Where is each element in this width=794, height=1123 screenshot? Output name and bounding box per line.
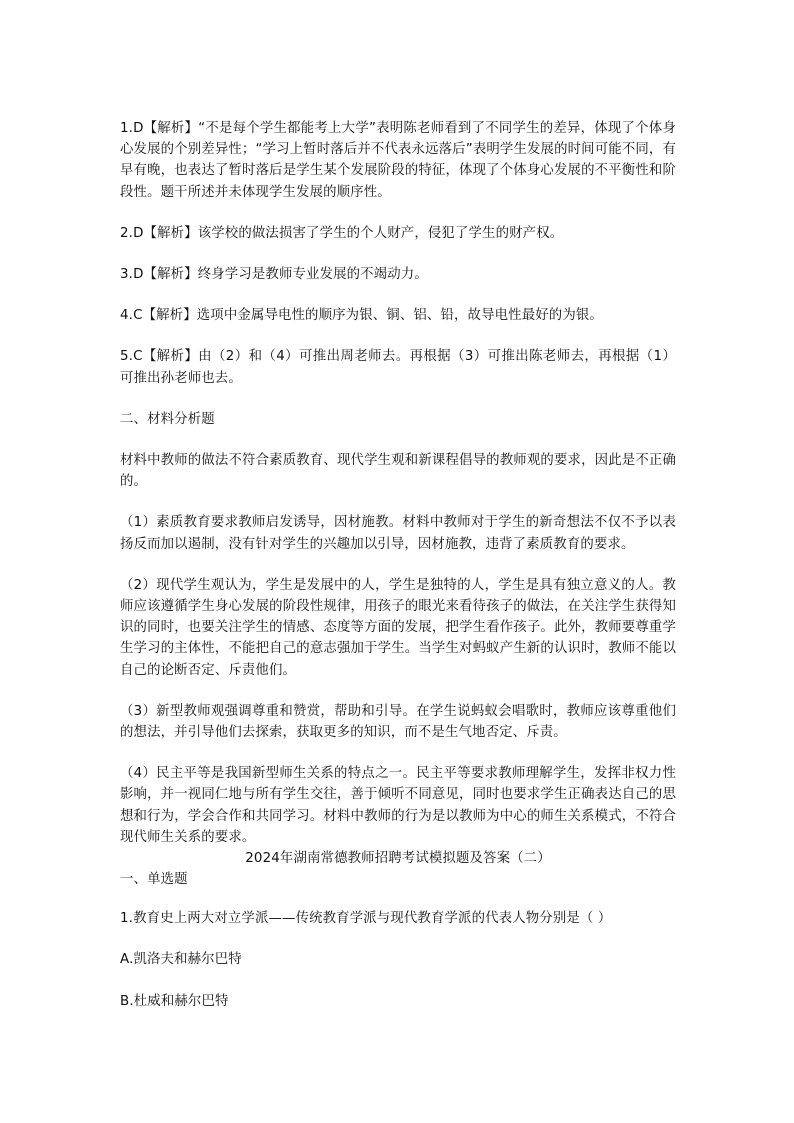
answer-2-explanation: 2.D【解析】该学校的做法损害了学生的个人财产，侵犯了学生的财产权。 bbox=[120, 225, 564, 241]
material-analysis-point-3: （3）新型教师观强调尊重和赞赏，帮助和引导。在学生说蚂蚁会唱歌时，教师应该尊重他们的想法，并引导他们去探索，获取更多的知识，而不是生气地否定、斥责。 bbox=[120, 703, 676, 741]
material-analysis-point-4: （4）民主平等是我国新型师生关系的特点之一。民主平等要求教师理解学生，发挥非权力性影响，并一视同仁地与所有学生交往，善于倾听不同意见，同时也要求学生正确表达自己的思想和行为，学会合作和共同学习。材料中教师的行为是以教师为中心的师生关系模式，不符合现代师生关系的要求。 bbox=[120, 766, 676, 845]
answer-1-explanation: 1.D【解析】“不是每个学生都能考上大学”表明陈老师看到了不同学生的差异，体现了个体身心发展的个别差异性；“学习上暂时落后并不代表永远落后”表明学生发展的时间可能不同，有早有晚，也表达了暂时落后是学生某个发展阶段的特征，体现了个体身心发展的不平衡性和阶段性。题干所述并未体现学生发展的顺序性。 bbox=[120, 121, 676, 200]
question-1-option-a: A.凯洛夫和赫尔巴特 bbox=[120, 952, 242, 968]
document-body bbox=[120, 118, 676, 1032]
section-heading-single-choice: 一、单选题 bbox=[120, 872, 188, 888]
answer-3-explanation: 3.D【解析】终身学习是教师专业发展的不竭动力。 bbox=[120, 267, 428, 283]
question-1-option-b: B.杜威和赫尔巴特 bbox=[120, 993, 229, 1009]
section-heading-material-analysis: 二、材料分析题 bbox=[120, 411, 215, 427]
question-1: 1.教育史上两大对立学派——传统教育学派与现代教育学派的代表人物分别是（ ） bbox=[120, 911, 612, 927]
material-analysis-intro: 材料中教师的做法不符合素质教育、现代学生观和新课程倡导的教师观的要求，因此是不正确的。 bbox=[120, 453, 676, 490]
answer-5-explanation: 5.C【解析】由（2）和（4）可推出周老师去。再根据（3）可推出陈老师去，再根据（1）可推出孙老师也去。 bbox=[120, 349, 676, 386]
answer-4-explanation: 4.C【解析】选项中金属导电性的顺序为银、铜、铝、铅，故导电性最好的为银。 bbox=[120, 308, 603, 324]
material-analysis-point-1: （1）素质教育要求教师启发诱导，因材施教。材料中教师对于学生的新奇想法不仅不予以表扬反而加以遏制，没有针对学生的兴趣加以引导，因材施教，违背了素质教育的要求。 bbox=[120, 515, 676, 552]
document-title: 2024年湖南常德教师招聘考试模拟题及答案（二） bbox=[245, 851, 551, 867]
material-analysis-point-2: （2）现代学生观认为，学生是发展中的人，学生是独特的人，学生是具有独立意义的人。教师应该遵循学生身心发展的阶段性规律，用孩子的眼光来看待孩子的做法，在关注学生获得知识的同时，也要关注学生的情感、态度等方面的发展，把学生看作孩子。此外，教师要尊重学生学习的主体性，不能把自己的意志强加于学生。当学生对蚂蚁产生新的认识时，教师不能以自己的论断否定、斥责他们。 bbox=[120, 577, 676, 678]
